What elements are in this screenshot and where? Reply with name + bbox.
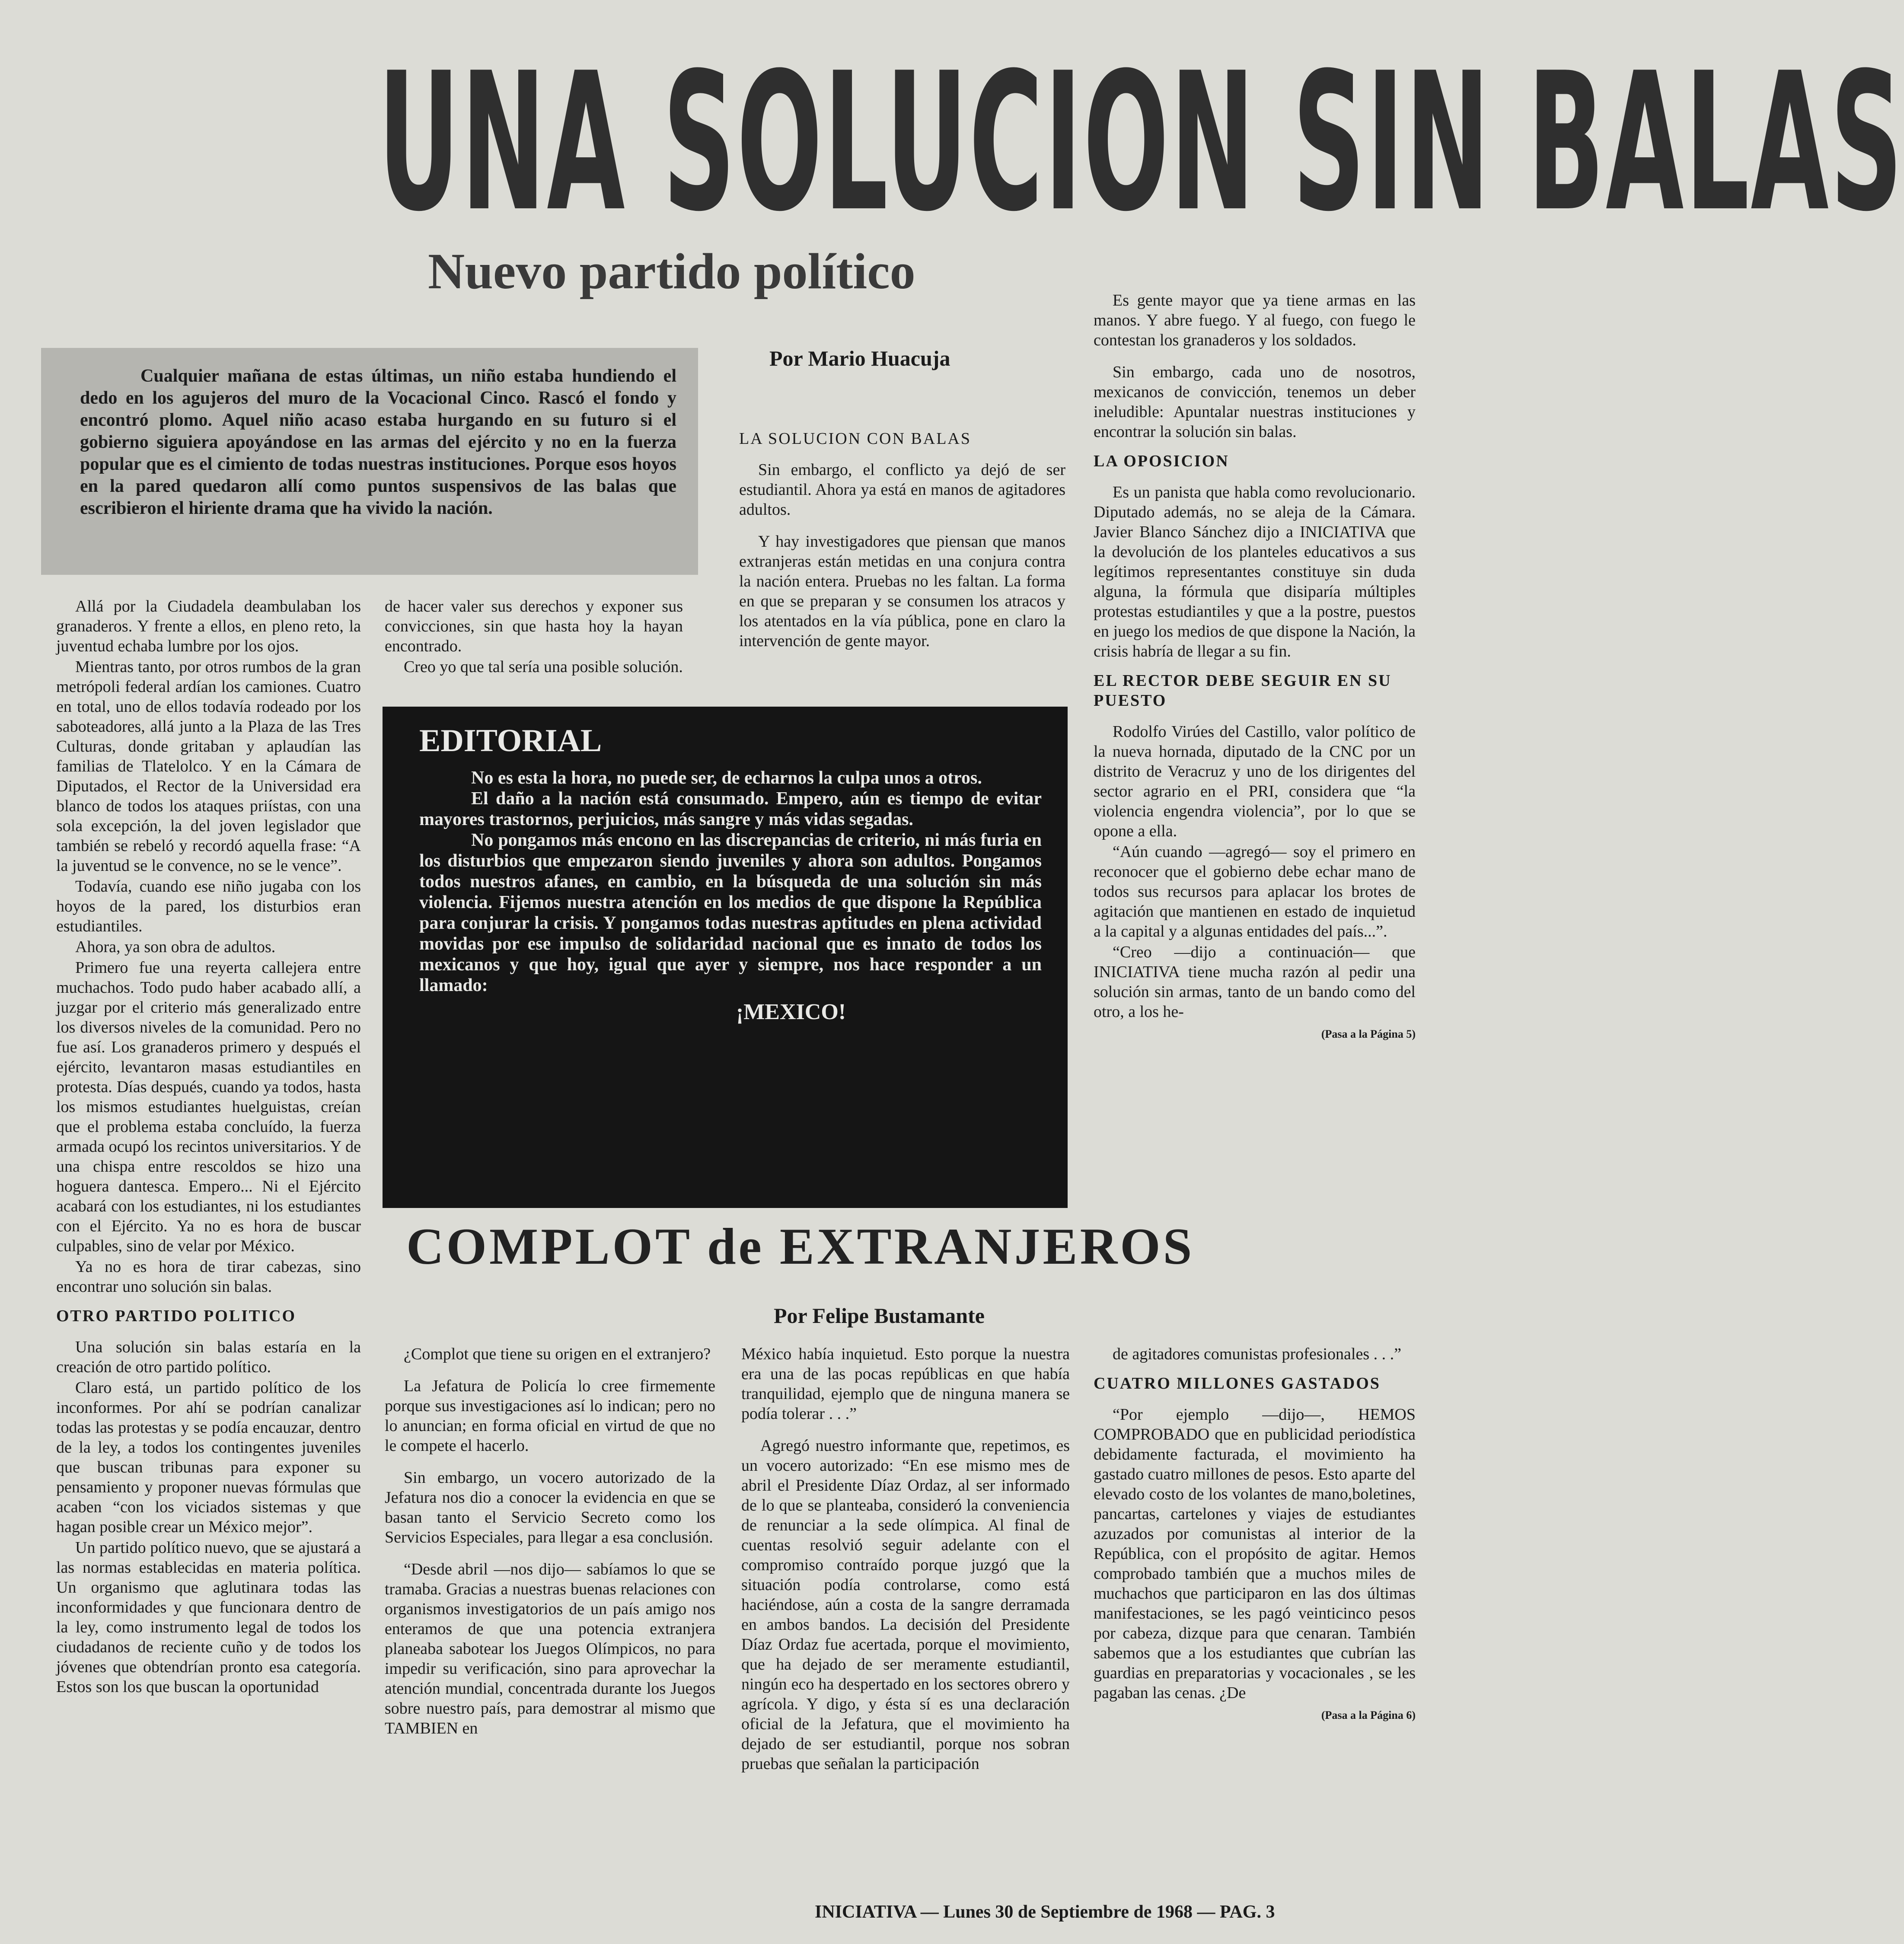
paragraph: Primero fue una reyerta callejera entre muchachos. Todo pudo haber acabado allí, a juzgar por el criterio más generalizado entre los diversos niveles de la comunidad. Pero no fue así. Los granaderos primero y después el ejército, levantaron masas estudiantiles en protesta. Días después, cuando ya todos, hasta los mismos estudiantes huelguistas, creían que el problema estaba concluído, la fuerza armada ocupó los recintos universitarios. Y de una chispa entre rescoldos se hizo una hoguera dantesca. Empero... Ni el Ejército acabará con los estudiantes, ni los estudiantes con el Ejército. Ya no es hora de buscar culpables, sino de velar por México. [56, 959, 361, 1255]
section-heading: EL RECTOR DEBE SEGUIR EN SU PUESTO [1094, 672, 1392, 710]
byline-huacuja: Por Mario Huacuja [769, 346, 950, 370]
lead-box [41, 348, 698, 575]
paragraph: de hacer valer sus derechos y exponer sus convicciones, sin que hasta hoy la hayan encontrado. [385, 597, 683, 655]
paragraph: ¿Complot que tiene su origen en el extranjero? [404, 1345, 711, 1363]
complot-headline: COMPLOT de EXTRANJEROS [406, 1217, 1195, 1275]
paragraph: Creo yo que tal sería una posible solución. [404, 658, 683, 676]
editorial-paragraph: No pongamos más encono en las discrepancias de criterio, ni más furia en los disturbios que empezaron siendo juveniles y ahora son adultos. Pongamos todos nuestros afanes, en cambio, en la búsqueda de una solución sin más violencia. Fijemos nuestra atención en los medios de que dispone la República para conjurar la crisis. Y pongamos todas nuestras aptitudes en plena actividad movidas por ese impulso de solidaridad nacional que es innato de todos los mexicanos y que hoy, igual que ayer y siempre, nos hace responder a un llamado: [419, 830, 1042, 995]
article-column-3 [739, 419, 1065, 652]
paragraph: “Creo —dijo a continuación— que INICIATIVA tiene mucha razón al pedir una solución sin armas, tanto de un bando como del otro, a los he- [1094, 943, 1416, 1021]
article-column-2 [385, 596, 683, 678]
paragraph: de agitadores comunistas profesionales . . .” [1113, 1345, 1401, 1363]
paragraph: Ya no es hora de tirar cabezas, sino encontrar uno solución sin balas. [56, 1258, 361, 1296]
paragraph: “Desde abril —nos dijo— sabíamos lo que se tramaba. Gracias a nuestras buenas relaciones con organismos investigatorios de un país amigo nos enteramos de que una potencia extranjera planeaba sabotear los Juegos Olímpicos, no para impedir su verificación, sino para aprovechar la atención mundial, concentrada durante los Juegos sobre nuestro país, para demostrar al mismo que TAMBIEN en [385, 1560, 715, 1737]
paragraph: Agregó nuestro informante que, repetimos, es un vocero autorizado: “En ese mismo mes de abril el Presidente Díaz Ordaz, al ser informado de lo que se planteaba, consideró la conveniencia de renunciar a la sede olímpica. Al final de cuentas resolvió seguir adelante con el compromiso contraído porque juzgó que la situación podía controlarse, como está haciéndose, aún a costa de la sangre derramada en ambos bandos. La decisión del Presidente Díaz Ordaz fue acertada, porque el movimiento, que ha dejado de ser meramente estudiantil, ningún eco ha despertado en los sectores obrero y agrícola. Y digo, y ésta sí es una declaración oficial de la Jefatura, que el movimiento ha dejado de ser estudiantil, porque nos sobran pruebas que señalan la participación [741, 1437, 1070, 1773]
paragraph: Claro está, un partido político de los inconformes. Por ahí se podrían canalizar todas las protestas y se podía encauzar, dentro de la ley, a todos los contingentes juveniles que buscan tribunas para exponer su pensamiento y proponer nuevas fórmulas que acaben “con los viciados sistemas y que hagan posible crear un México mejor”. [56, 1379, 361, 1536]
paragraph: “Aún cuando —agregó— soy el primero en reconocer que el gobierno debe echar mano de todos sus recursos para aplacar los brotes de agitación que mantienen en estado de inquietud a la capital y a algunas entidades del país...”. [1094, 843, 1416, 940]
complot-column-3 [1094, 1344, 1416, 1725]
paragraph: Rodolfo Virúes del Castillo, valor político de la nueva hornada, diputado de la CNC por un distrito de Veracruz y uno de los dirigentes del sector agrario en el PRI, considera que “la violencia engendra violencia”, por lo que se opone a ella. [1094, 723, 1416, 840]
editorial-paragraph: No es esta la hora, no puede ser, de echarnos la culpa unos a otros. [471, 768, 982, 788]
paragraph: México había inquietud. Esto porque la nuestra era una de las pocas repúblicas en que había tranquilidad, ejemplo que de ninguna manera se podía tolerar . . .” [741, 1345, 1070, 1423]
paragraph: Sin embargo, cada uno de nosotros, mexicanos de convicción, tenemos un deber ineludible: Apuntalar nuestras instituciones y encontrar la solución sin balas. [1094, 363, 1416, 441]
continued-note: (Pasa a la Página 6) [1321, 1709, 1416, 1721]
section-heading: LA OPOSICION [1094, 452, 1229, 470]
subheadline: Nuevo partido político [428, 243, 915, 300]
article-column-1 [56, 596, 361, 1698]
byline-bustamante: Por Felipe Bustamante [774, 1303, 985, 1328]
paragraph: “Por ejemplo —dijo—, HEMOS COMPROBADO que en publicidad periodística debidamente facturada, el movimiento ha gastado cuatro millones de pesos. Esto aparte del elevado costo de los volantes de mano,boletines, pancartas, cartelones y viajes de estudiantes azuzados por comunistas al interior de la República, con el propósito de agitar. Hemos comprobado también que a muchos miles de muchachos que participaron en las dos últimas manifestaciones, se les pagó veinticinco pesos por cabeza, dizque para que cenaran. También sabemos que a los estudiantes que cubrían las guardias en preparatorias y vocacionales , se les pagaban las cenas. ¿De [1094, 1405, 1416, 1702]
complot-column-1 [385, 1344, 715, 1739]
lead-text: Cualquier mañana de estas últimas, un niño estaba hundiendo el dedo en los agujeros del muro de la Vocacional Cinco. Rascó el fondo y encontró plomo. Aquel niño acaso estaba hurgando en su futuro si el gobierno siguiera apoyándose en las armas del ejército y no en la fuerza popular que es el cimiento de todas nuestras instituciones. Porque esos hoyos en la pared quedaron allí como puntos suspensivos de las balas que escribieron el hiriente drama que ha vivido la nación. [80, 366, 676, 518]
headline: UNA SOLUCION SIN BALAS [378, 32, 1904, 253]
editorial-sign: ¡MEXICO! [736, 1000, 846, 1024]
paragraph: Sin embargo, el conflicto ya dejó de ser estudiantil. Ahora ya está en manos de agitadores adultos. [739, 461, 1065, 519]
paragraph: Es gente mayor que ya tiene armas en las manos. Y abre fuego. Y al fuego, con fuego le contestan los granaderos y los soldados. [1094, 291, 1416, 349]
paragraph: Ahora, ya son obra de adultos. [75, 938, 276, 956]
paragraph: Mientras tanto, por otros rumbos de la gran metrópoli federal ardían los camiones. Cuatro en total, uno de ellos todavía rodeado por los saboteadores, allá junto a la Plaza de las Tres Culturas, donde gritaban y aplaudían las familias de Tlatelolco. Y en la Cámara de Diputados, el Rector de la Universidad era blanco de todos los ataques priístas, con una sola excepción, la del joven legislador que también se rebeló y recordó aquella frase: “A la juventud se le convence, no se le vence”. [56, 658, 361, 875]
editorial-paragraph: El daño a la nación está consumado. Empero, aún es tiempo de evitar mayores trastornos, perjuicios, más sangre y más vidas segadas. [419, 789, 1042, 829]
paragraph: Es un panista que habla como revolucionario. Diputado además, no se aleja de la Cámara. Javier Blanco Sánchez dijo a INICIATIVA que la devolución de los planteles educativos a sus legítimos representantes constituye sin duda alguna, la fórmula que disiparía múltiples protestas estudiantiles y que a la postre, puestos en juego los medios de que dispone la Nación, la crisis habría de llegar a su fin. [1094, 483, 1416, 660]
section-heading: OTRO PARTIDO POLITICO [56, 1307, 297, 1325]
paragraph: Un partido político nuevo, que se ajustará a las normas establecidas en materia política. Un organismo que aglutinara todas las inconformidades y que funcionara dentro de la ley, como instrumento legal de todos los ciudadanos de reciente cuño y de todos los jóvenes que obtendrían pronto esa categoría. Estos son los que buscan la oportunidad [56, 1539, 361, 1696]
complot-column-2 [741, 1344, 1070, 1775]
section-heading: LA SOLUCION CON BALAS [739, 430, 971, 448]
section-heading: CUATRO MILLONES GASTADOS [1094, 1374, 1381, 1393]
paragraph: Allá por la Ciudadela deambulaban los granaderos. Y frente a ellos, en pleno reto, la juventud echaba lumbre por los ojos. [56, 597, 361, 655]
editorial-box [383, 707, 1068, 1208]
paragraph: Todavía, cuando ese niño jugaba con los hoyos de la pared, los disturbios eran estudiantiles. [56, 877, 361, 935]
article-column-4 [1094, 290, 1416, 1044]
page-footer: INICIATIVA — Lunes 30 de Septiembre de 1968 — PAG. 3 [815, 1902, 1275, 1922]
editorial-title: EDITORIAL [419, 723, 602, 758]
paragraph: La Jefatura de Policía lo cree firmemente porque sus investigaciones así lo indican; pero no lo anuncian; en forma oficial en virtud de que no le compete el hacerlo. [385, 1377, 715, 1455]
paragraph: Y hay investigadores que piensan que manos extranjeras están metidas en una conjura contra la nación entera. Pruebas no les faltan. La forma en que se preparan y se consumen los atracos y los atentados en la vía pública, pone en claro la intervención de gente mayor. [739, 532, 1065, 650]
paragraph: Sin embargo, un vocero autorizado de la Jefatura nos dio a conocer la evidencia en que se basan tanto el Servicio Secreto como los Servicios Especiales, para llegar a esa conclusión. [385, 1469, 715, 1546]
paragraph: Una solución sin balas estaría en la creación de otro partido político. [56, 1338, 361, 1376]
continued-note: (Pasa a la Página 5) [1321, 1028, 1416, 1040]
